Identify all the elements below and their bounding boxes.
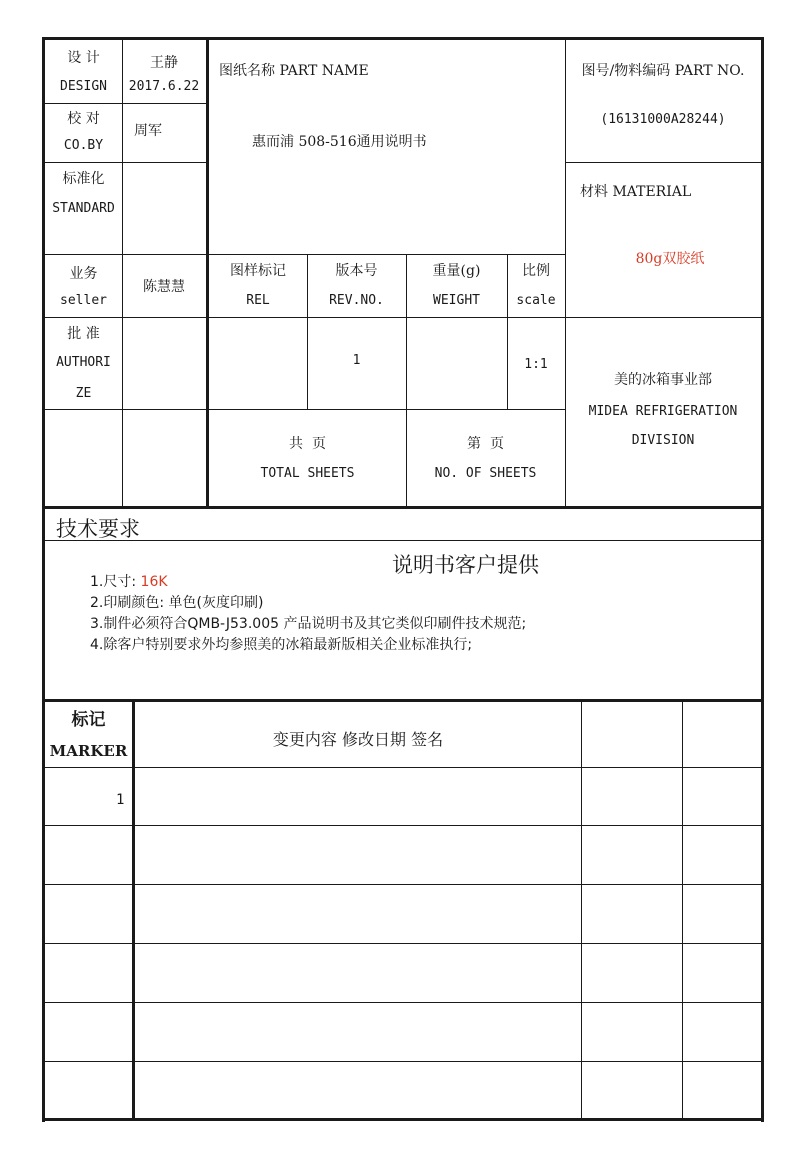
marker-label-cn: 标记 [71, 710, 106, 730]
seller-name: 陈慧慧 [143, 279, 185, 295]
design-date: 2017.6.22 [128, 79, 200, 94]
part-no-label: 图号/物料编码 PART NO. [581, 63, 745, 79]
sheet-no-label-en: NO. OF SHEETS [434, 466, 537, 481]
seller-label-en: seller [60, 293, 107, 308]
standard-label-en: STANDARD [52, 201, 115, 216]
check-label-cn: 校 对 [67, 111, 100, 127]
grid-line [132, 702, 135, 1118]
company-name-cn: 美的冰箱事业部 [614, 372, 712, 388]
scale-value: 1:1 [524, 357, 548, 372]
company-name-en-1: MIDEA REFRIGERATION [588, 404, 738, 419]
approve-label-cn: 批 准 [67, 326, 100, 342]
rev-label-cn: 版本号 [335, 263, 378, 279]
design-label-cn: 设 计 [67, 50, 100, 66]
checker-name: 周军 [134, 123, 162, 139]
change-log-bottom-border [42, 1118, 764, 1121]
scale-label-cn: 比例 [522, 263, 550, 279]
requirement-size-label: 1.尺寸: [90, 574, 137, 590]
approve-label-en-1: AUTHORI [56, 355, 111, 370]
total-sheets-label-en: TOTAL SHEETS [260, 466, 355, 481]
design-label-en: DESIGN [60, 79, 107, 94]
scale-label-en: scale [516, 293, 556, 308]
change-row-1-marker: 1 [116, 792, 125, 808]
company-name-en-2: DIVISION [631, 433, 695, 448]
standard-label-cn: 标准化 [62, 171, 105, 187]
title-block-bottom-border [42, 506, 764, 509]
rel-label-cn: 图样标记 [230, 263, 286, 279]
requirement-standard: 3.制件必须符合QMB-J53.005 产品说明书及其它类似印刷件技术规范; [90, 616, 527, 632]
marker-label-en: MARKER [49, 742, 128, 760]
sheet-right-border [761, 37, 764, 1122]
grid-line [45, 825, 761, 826]
grid-line [45, 943, 761, 944]
requirement-size [90, 573, 168, 591]
grid-line [581, 702, 582, 1118]
weight-label-cn: 重量(g) [432, 263, 481, 279]
grid-line [45, 767, 761, 768]
tech-title-divider [45, 540, 761, 541]
title-block-top-border [42, 37, 764, 40]
grid-line [565, 162, 761, 163]
grid-line [45, 1061, 761, 1062]
material-value: 80g双胶纸 [635, 251, 705, 267]
requirement-print-color: 2.印刷颜色: 单色(灰度印刷) [90, 595, 264, 611]
part-name: 惠而浦 508-516通用说明书 [252, 134, 427, 150]
part-no: (16131000A28244) [600, 112, 726, 127]
change-log-top-border [42, 699, 764, 702]
material-label: 材料 MATERIAL [580, 184, 692, 200]
grid-line [45, 1002, 761, 1003]
rev-label-en: REV.NO. [329, 293, 384, 308]
approve-label-en-2: ZE [75, 386, 92, 401]
requirement-default: 4.除客户特别要求外均参照美的冰箱最新版相关企业标准执行; [90, 637, 473, 653]
total-sheets-label-cn: 共 页 [289, 436, 326, 452]
customer-provided-note: 说明书客户提供 [392, 553, 539, 577]
sheet-no-label-cn: 第 页 [467, 436, 504, 452]
grid-line [45, 103, 206, 104]
change-content-header: 变更内容 修改日期 签名 [272, 730, 444, 749]
grid-line [45, 254, 565, 255]
grid-line [45, 409, 565, 410]
grid-line [45, 884, 761, 885]
grid-line [45, 317, 761, 318]
grid-line [122, 40, 123, 506]
grid-line [682, 702, 683, 1118]
seller-label-cn: 业务 [69, 266, 98, 282]
grid-line [45, 162, 206, 163]
rel-label-en: REL [246, 293, 270, 308]
weight-label-en: WEIGHT [433, 293, 480, 308]
designer-name: 王静 [150, 55, 178, 71]
part-name-label: 图纸名称 PART NAME [219, 63, 369, 79]
rev-value: 1 [352, 353, 361, 368]
requirement-size-value: 16K [140, 574, 168, 590]
tech-requirements-title: 技术要求 [56, 517, 140, 541]
check-label-en: CO.BY [63, 138, 104, 153]
